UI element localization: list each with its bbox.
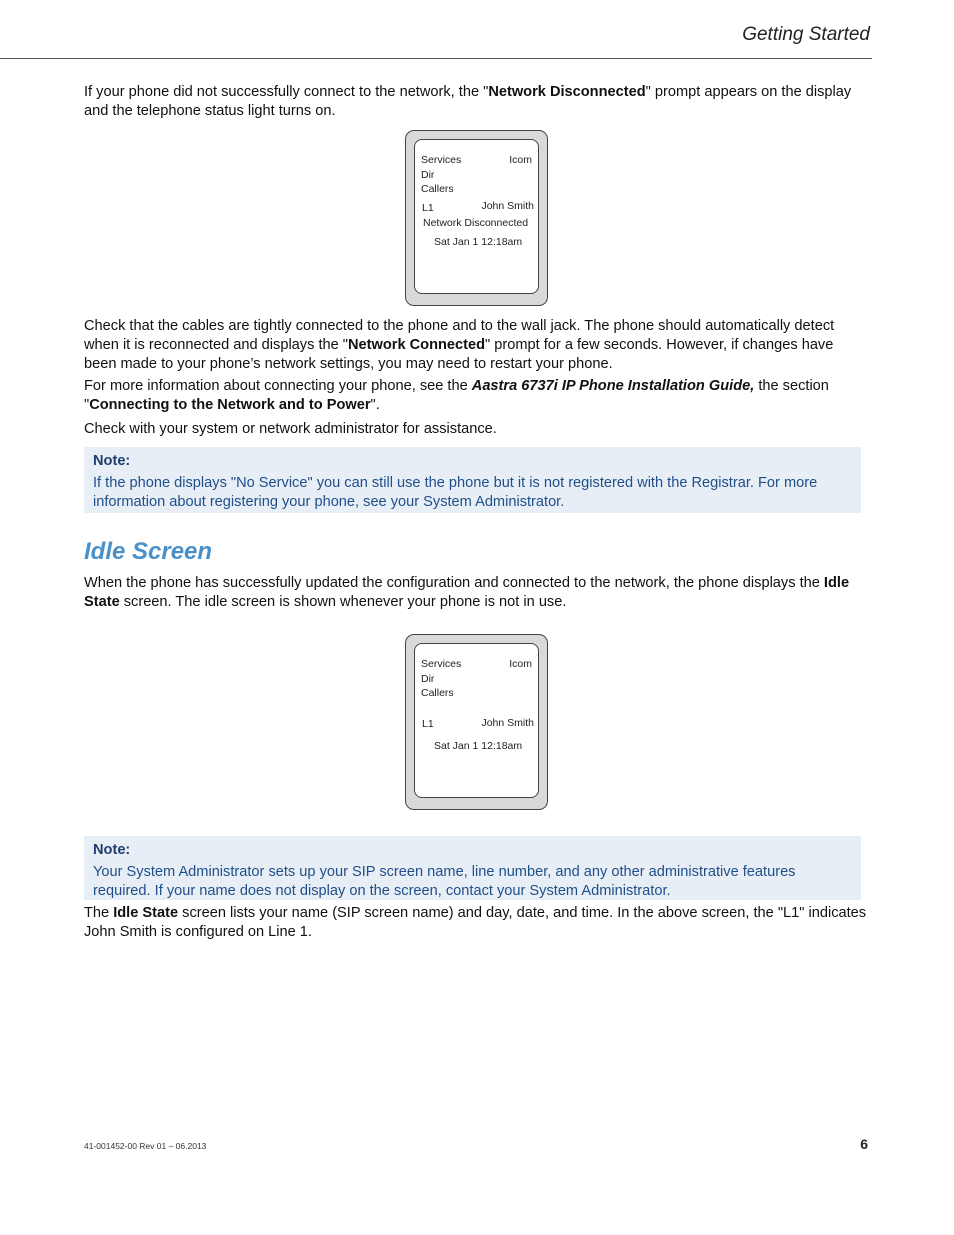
network-status: Network Disconnected xyxy=(423,217,529,229)
note-text: If the phone displays "No Service" you can still use the phone but it is not registered with the Registrar. For more information about registering your phone, see your System Administrator. xyxy=(93,475,818,510)
softkey-dir: Dir xyxy=(421,169,435,181)
p6-text-c: screen lists your name (SIP screen name) and day, date, and time. In the above screen, the "L1" indicates John Smith is configured on Line 1. xyxy=(84,905,867,940)
paragraph-idle-state-details xyxy=(84,904,868,942)
phone-display-idle xyxy=(405,634,548,810)
section-heading-idle-screen: Idle Screen xyxy=(84,538,213,565)
p3-text-c: the section " xyxy=(84,378,829,413)
guide-title: Aastra 6737i IP Phone Installation Guide, xyxy=(471,378,755,394)
p6-text-a: The xyxy=(84,905,114,921)
softkey-services: Services xyxy=(421,658,462,670)
note-box-sip-name xyxy=(84,836,861,900)
page-number: 6 xyxy=(860,1136,868,1152)
section-reference: Connecting to the Network and to Power xyxy=(89,397,371,413)
line-label: L1 xyxy=(422,202,434,214)
paragraph-network-disconnected xyxy=(84,83,868,121)
running-header-title: Getting Started xyxy=(742,24,870,45)
user-name: John Smith xyxy=(481,717,534,729)
p3-text-a: For more information about connecting your phone, see the xyxy=(84,378,472,394)
p1-text-c: " prompt appears on the display and the telephone status light turns on. xyxy=(84,84,852,119)
softkey-callers: Callers xyxy=(421,687,454,699)
note-title: Note: xyxy=(93,453,131,469)
p2-text-c: " prompt for a few seconds. However, if changes have been made to your phone’s network settings, you may need to restart your phone. xyxy=(84,337,834,372)
phone-display-disconnected xyxy=(405,130,548,306)
p1-text-a: If your phone did not successfully connect to the network, the " xyxy=(84,84,489,100)
p3-text-e: ". xyxy=(370,397,380,413)
paragraph-more-info xyxy=(84,377,868,415)
date-time: Sat Jan 1 12:18am xyxy=(434,236,523,248)
p2-bold: Network Connected xyxy=(347,337,486,353)
softkey-services: Services xyxy=(421,154,462,166)
note-text: Your System Administrator sets up your SIP screen name, line number, and any other administrative features required. If your name does not display on the screen, contact your System Administrator. xyxy=(93,864,796,899)
user-name: John Smith xyxy=(481,200,534,212)
line-label: L1 xyxy=(422,718,434,730)
softkey-icom: Icom xyxy=(509,154,532,166)
softkey-icom: Icom xyxy=(509,658,532,670)
footer-document-id: 41-001452-00 Rev 01 – 06.2013 xyxy=(84,1141,207,1151)
p1-bold: Network Disconnected xyxy=(488,84,646,100)
note-title: Note: xyxy=(93,842,131,858)
p5-text-c: screen. The idle screen is shown whenever your phone is not in use. xyxy=(119,594,567,610)
paragraph-check-cables xyxy=(84,317,868,374)
p5-text-a: When the phone has successfully updated the configuration and connected to the network, the phone displays the xyxy=(84,575,824,591)
p2-text-a: Check that the cables are tightly connected to the phone and to the wall jack. The phone should automatically detect when it is reconnected and displays the " xyxy=(84,318,835,353)
softkey-callers: Callers xyxy=(421,183,454,195)
header-rule xyxy=(0,58,872,59)
softkey-dir: Dir xyxy=(421,673,435,685)
date-time: Sat Jan 1 12:18am xyxy=(434,740,523,752)
note-box-no-service xyxy=(84,447,861,513)
paragraph-check-admin: Check with your system or network administrator for assistance. xyxy=(84,421,497,437)
phone-screen xyxy=(414,139,539,294)
p5-bold: Idle State xyxy=(84,575,850,610)
phone-screen xyxy=(414,643,539,798)
p6-bold: Idle State xyxy=(113,905,179,921)
paragraph-idle-state xyxy=(84,574,868,612)
